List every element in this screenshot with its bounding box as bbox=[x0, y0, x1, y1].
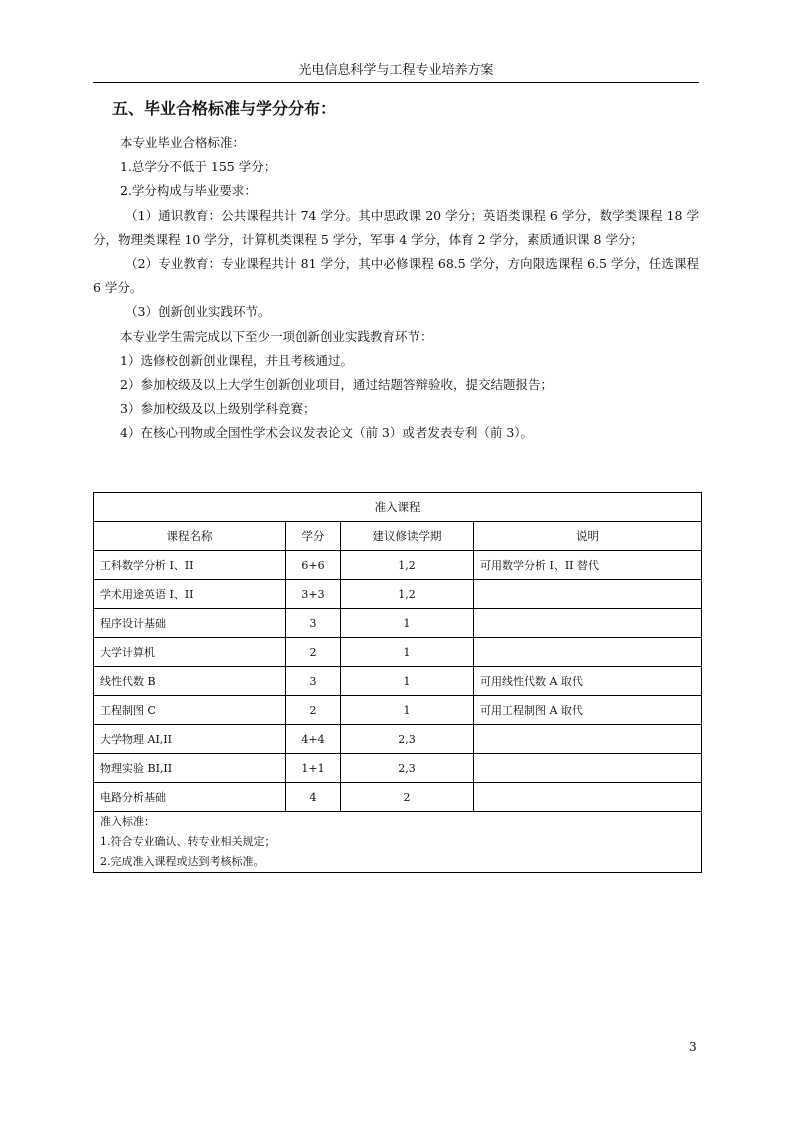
semester-cell: 1 bbox=[341, 696, 474, 725]
table-row bbox=[94, 725, 702, 754]
note-cell bbox=[474, 638, 702, 667]
course-name-cell: 工程制图 C bbox=[94, 696, 286, 725]
professional-education-item: （2）专业教育：专业课程共计 81 学分，其中必修课程 68.5 学分，方向限选课程 6.5 学分，任选课程 6 学分。 bbox=[93, 256, 699, 296]
credit-composition-line: 2.学分构成与毕业要求： bbox=[120, 183, 257, 199]
semester-cell: 2,3 bbox=[341, 725, 474, 754]
total-credits-line: 1.总学分不低于 155 学分； bbox=[120, 159, 277, 175]
criteria-item-2: 2.完成准入课程或达到考核标准。 bbox=[100, 855, 265, 868]
table-row bbox=[94, 580, 702, 609]
course-rows bbox=[94, 551, 702, 812]
body-text bbox=[93, 131, 699, 446]
table-row bbox=[94, 551, 702, 580]
header-semester: 建议修读学期 bbox=[341, 522, 474, 551]
page-number: 3 bbox=[689, 1040, 697, 1054]
credits-cell: 3 bbox=[286, 667, 341, 696]
course-name-cell: 学术用途英语 I、II bbox=[94, 580, 286, 609]
admission-criteria bbox=[94, 812, 702, 873]
credits-cell: 6+6 bbox=[286, 551, 341, 580]
criteria-item-1: 1.符合专业确认、转专业相关规定； bbox=[100, 835, 276, 848]
credits-cell: 1+1 bbox=[286, 754, 341, 783]
semester-cell: 1 bbox=[341, 667, 474, 696]
standard-intro: 本专业毕业合格标准： bbox=[120, 135, 246, 150]
note-cell bbox=[474, 609, 702, 638]
table-row bbox=[94, 696, 702, 725]
note-cell: 可用线性代数 A 取代 bbox=[474, 667, 702, 696]
course-name-cell: 工科数学分析 I、II bbox=[94, 551, 286, 580]
innovation-option-2: 2）参加校级及以上大学生创新创业项目，通过结题答辩验收，提交结题报告； bbox=[120, 377, 553, 393]
credits-cell: 3+3 bbox=[286, 580, 341, 609]
course-name-cell: 物理实验 BI,II bbox=[94, 754, 286, 783]
general-education-item: （1）通识教育：公共课程共计 74 学分。其中思政课 20 学分；英语类课程 6 学分，数学类课程 18 学分，物理类课程 10 学分，计算机类课程 5 学分，军事 4 学分，体育 2 学分，素质通识课 8 学分； bbox=[93, 207, 699, 247]
innovation-option-1: 1）选修校创新创业课程，并且考核通过。 bbox=[120, 352, 353, 368]
header-credits: 学分 bbox=[286, 522, 341, 551]
table-row bbox=[94, 638, 702, 667]
innovation-item: （3）创新创业实践环节。 bbox=[125, 304, 271, 320]
table-row bbox=[94, 754, 702, 783]
semester-cell: 2,3 bbox=[341, 754, 474, 783]
semester-cell: 1,2 bbox=[341, 551, 474, 580]
course-name-cell: 大学计算机 bbox=[94, 638, 286, 667]
table-row bbox=[94, 667, 702, 696]
header-rule bbox=[93, 82, 699, 83]
note-cell: 可用数学分析 I、II 替代 bbox=[474, 551, 702, 580]
course-name-cell: 程序设计基础 bbox=[94, 609, 286, 638]
credits-cell: 2 bbox=[286, 638, 341, 667]
note-cell bbox=[474, 783, 702, 812]
semester-cell: 1,2 bbox=[341, 580, 474, 609]
note-cell bbox=[474, 580, 702, 609]
credits-cell: 3 bbox=[286, 609, 341, 638]
credits-cell: 4 bbox=[286, 783, 341, 812]
innovation-option-4: 4）在核心刊物或全国性学术会议发表论文（前 3）或者发表专利（前 3）。 bbox=[120, 425, 534, 441]
admission-courses-table bbox=[93, 492, 702, 873]
innovation-intro: 本专业学生需完成以下至少一项创新创业实践教育环节： bbox=[120, 328, 433, 344]
section-title: 五、毕业合格标准与学分分布： bbox=[112, 99, 337, 118]
table-row bbox=[94, 609, 702, 638]
note-cell bbox=[474, 754, 702, 783]
credits-cell: 4+4 bbox=[286, 725, 341, 754]
course-name-cell: 大学物理 AI,II bbox=[94, 725, 286, 754]
criteria-title: 准入标准： bbox=[100, 815, 155, 828]
note-cell: 可用工程制图 A 取代 bbox=[474, 696, 702, 725]
semester-cell: 1 bbox=[341, 638, 474, 667]
table-row bbox=[94, 783, 702, 812]
note-cell bbox=[474, 725, 702, 754]
table-title: 准入课程 bbox=[94, 493, 702, 522]
page-header: 光电信息科学与工程专业培养方案 bbox=[298, 63, 494, 78]
course-name-cell: 线性代数 B bbox=[94, 667, 286, 696]
header-note: 说明 bbox=[474, 522, 702, 551]
semester-cell: 1 bbox=[341, 609, 474, 638]
header-course-name: 课程名称 bbox=[94, 522, 286, 551]
course-name-cell: 电路分析基础 bbox=[94, 783, 286, 812]
innovation-option-3: 3）参加校级及以上级别学科竞赛； bbox=[120, 401, 316, 417]
semester-cell: 2 bbox=[341, 783, 474, 812]
credits-cell: 2 bbox=[286, 696, 341, 725]
